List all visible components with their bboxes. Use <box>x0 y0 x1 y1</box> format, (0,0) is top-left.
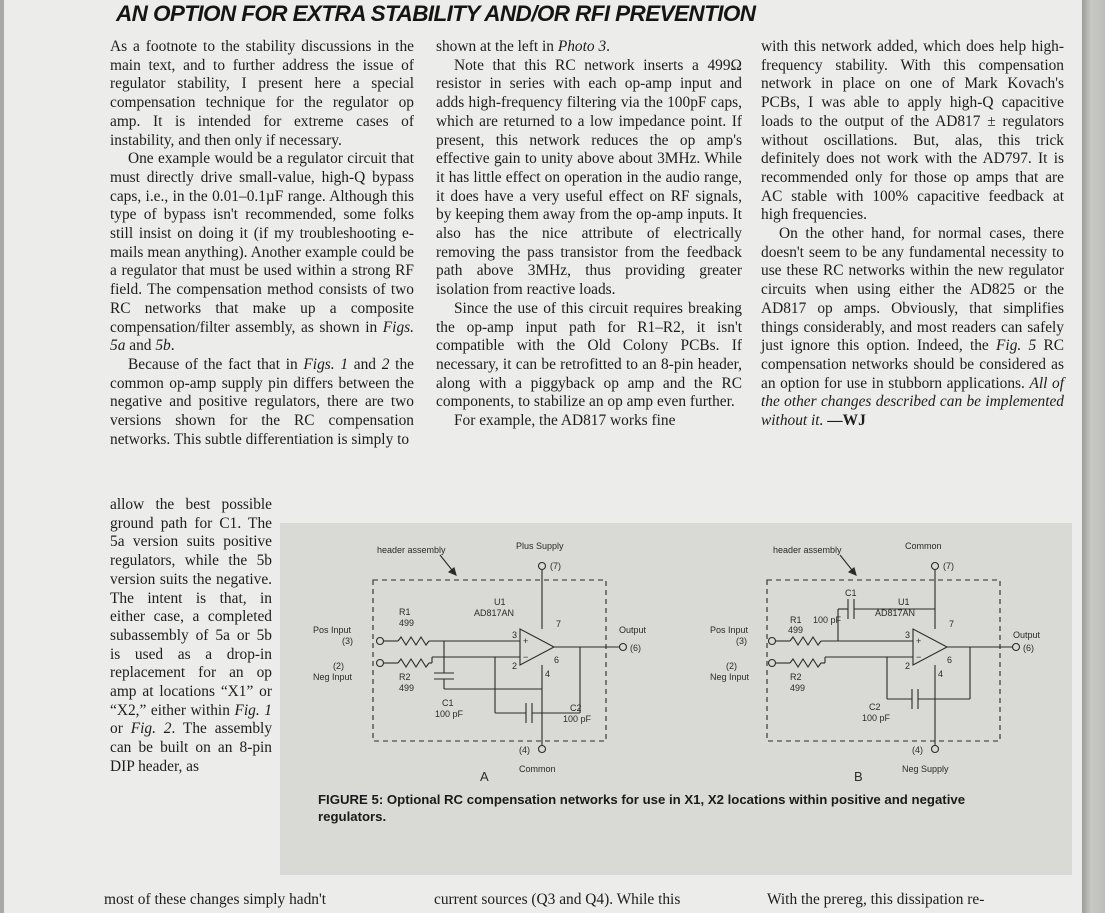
text-column-1-continuation <box>110 496 272 777</box>
neg-input-terminal <box>769 660 776 667</box>
c1-value: 100 pF <box>813 615 842 625</box>
bottom-column-2: current sources (Q3 and Q4). While this <box>434 891 681 908</box>
pin-3-label: 3 <box>512 630 518 640</box>
neg-input-label: Neg Input <box>710 672 750 682</box>
r1-value: 499 <box>788 625 804 635</box>
output-pin-label: (6) <box>1023 643 1034 653</box>
part-label: AD817AN <box>474 608 515 618</box>
paragraph-text: . The assembly can be built on an 8-pin DIP header, as <box>110 720 273 775</box>
text-column-1 <box>110 38 414 449</box>
neg-pin-label: (2) <box>726 661 737 671</box>
supply-pin-terminal <box>932 563 939 570</box>
paragraph-text: and <box>348 355 382 373</box>
paragraph <box>110 496 272 777</box>
common-label: Common <box>519 764 556 774</box>
r1-resistor <box>790 637 821 645</box>
minus-sign: − <box>916 652 922 662</box>
neg-pin-label: (2) <box>333 661 344 671</box>
schematic-b <box>767 555 1020 753</box>
c1-label: C1 <box>442 698 454 708</box>
figure-reference: Fig. 1 <box>234 701 272 719</box>
output-pin-label: (6) <box>630 643 641 653</box>
header-assembly-label: header assembly <box>773 545 842 555</box>
panel-letter-b: B <box>854 769 863 784</box>
paragraph: with this network added, which does help high-frequency stability. With this compensation network in place on one of Mark Kovach's PCBs, I was able to apply high-Q capacitive loads to the output of the AD817 ± regulators without oscillations. But, alas, this trick definitely does not work with the AD797. It is recommended only for those op amps that are AC stable with 100% capacitive feedback at high frequencies. <box>761 38 1064 224</box>
u1-label: U1 <box>898 597 910 607</box>
pin-3-label: 3 <box>905 630 911 640</box>
paragraph-text: allow the best possible ground path for C1. The 5a version suits positive regulators, while the 5b version suits the negative. The intent is that, in either case, a completed subassembly of 5a or 5b is used as a drop-in replacement for an op amp at locations “X1” or “X2,” either within <box>110 496 272 719</box>
r1-label: R1 <box>790 615 802 625</box>
common-pin-terminal <box>539 746 546 753</box>
pin-2-label: 2 <box>905 661 911 671</box>
page-edge-bleed <box>1082 0 1105 913</box>
pin-6-label: 6 <box>554 655 560 665</box>
r1-resistor <box>398 637 429 645</box>
pin-7-label: 7 <box>949 619 955 629</box>
output-pin-terminal <box>620 644 627 651</box>
figure-caption-label: FIGURE 5: <box>318 792 384 807</box>
minus-sign: − <box>523 652 529 662</box>
figure-caption-text: Optional RC compensation networks for use in X1, X2 locations within positive and negative regulators. <box>318 792 966 824</box>
paragraph: As a footnote to the stability discussions in the main text, and to further address the issue of regulator stability, I present here a special compensation technique for the regulator op amp. It is intended for extreme cases of instability, and then only if necessary. <box>110 38 414 149</box>
paragraph-text: RC compensation networks should be considered as an option for use in stubborn applications. <box>761 337 1064 392</box>
paragraph: Since the use of this circuit requires breaking the op-amp input path for R1–R2, it isn't compatible with the Old Colony PCBs. If necessary, it can be retrofitted to an 8-pin header, along with a piggyback op amp and the RC components, to stabilize an op amp even further. <box>436 299 742 411</box>
paragraph-text: One example would be a regulator circuit that must directly drive small-value, high-Q bypass caps, i.e., in the 0.01–0.1µF range. Although this type of bypass isn't recommended, some folks still insist on doing it (if my troubleshooting e-mails mean anything). Another example could be a regulator that must be used within a strong RF field. The compensation method consists of two RC networks that make up a composite compensation/filter assembly, as shown in <box>110 150 414 336</box>
text-column-2 <box>436 38 742 431</box>
supply-pin-label: (7) <box>943 561 954 571</box>
paragraph-text: . <box>606 38 610 55</box>
pos-input-terminal <box>377 638 384 645</box>
paragraph: For example, the AD817 works fine <box>454 412 676 430</box>
plus-sign: + <box>523 636 529 646</box>
c2-label: C2 <box>570 703 582 713</box>
pos-input-label: Pos Input <box>710 625 749 635</box>
c1-value: 100 pF <box>435 709 464 719</box>
c1-label: C1 <box>845 588 857 598</box>
figure-reference: Fig. 5 <box>996 337 1037 355</box>
pin-2-label: 2 <box>512 661 518 671</box>
page-gutter-shadow <box>0 0 4 913</box>
r2-value: 499 <box>790 683 806 693</box>
supply-pin-terminal <box>539 563 546 570</box>
c2-value: 100 pF <box>563 714 592 724</box>
paragraph-text: or <box>110 720 131 738</box>
paragraph-text: and <box>125 337 156 355</box>
paragraph-text: shown at the left in <box>436 38 558 55</box>
pos-input-terminal <box>769 638 776 645</box>
r2-resistor <box>398 659 429 667</box>
figure-reference: 2 <box>381 355 390 373</box>
paragraph <box>761 225 1064 431</box>
bottom-column-3: With the prereg, this dissipation re- <box>767 891 985 908</box>
supply-label: Common <box>905 541 942 551</box>
c2-value: 100 pF <box>862 713 891 723</box>
plus-sign: + <box>916 636 922 646</box>
header-assembly-label: header assembly <box>377 545 446 555</box>
r2-resistor <box>790 659 821 667</box>
r1-value: 499 <box>399 618 415 628</box>
sidebar-headline: AN OPTION FOR EXTRA STABILITY AND/OR RFI PREVENTION <box>116 1 756 26</box>
neg-supply-label: Neg Supply <box>902 764 949 774</box>
arrow-head <box>449 568 456 575</box>
paragraph-text: On the other hand, for normal cases, there doesn't seem to be any fundamental necessity to use these RC networks within the new regulator circuits when using either the AD825 or the AD817 op amps. Obviously, that simplifies things considerably, and most readers can safely just ignore this option. Indeed, the <box>761 225 1064 355</box>
pin-6-label: 6 <box>947 655 953 665</box>
figure-reference: Fig. 2 <box>130 720 172 738</box>
paragraph-text: the common op-amp supply pin differs between the negative and positive regulators, there are two versions shown for the RC compensation networks. This subtle differentiation is simply to <box>110 355 414 448</box>
author-signature: —WJ <box>823 412 866 430</box>
figure-caption <box>318 791 1018 825</box>
figure-reference: Figs. 5a <box>110 318 414 355</box>
schematic-b-labels <box>710 541 1041 784</box>
paragraph <box>110 356 414 450</box>
r1-label: R1 <box>399 607 411 617</box>
r2-label: R2 <box>790 672 802 682</box>
panel-letter-a: A <box>480 769 489 784</box>
emphasized-text: All of the other changes described can be implemented without it. <box>761 374 1064 430</box>
arrow-head <box>849 568 856 575</box>
paragraph: Note that this RC network inserts a 499Ω resistor in series with each op-amp input and adds high-frequency filtering via the 100pF caps, which are returned to a low impedance point. If present, this network reduces the op amp's effective gain to unity above about 3MHz. While it has little effect on operation in the audio range, it does have a very useful effect on RF signals, by keeping them away from the op-amp inputs. It also has the nice attribute of electrically removing the pass transistor from the feedback path above 3MHz, thus providing greater isolation from reactive loads. <box>436 56 742 299</box>
figure-5-panel <box>280 523 1072 875</box>
output-label: Output <box>619 625 647 635</box>
r2-value: 499 <box>399 683 415 693</box>
neg-input-terminal <box>377 660 384 667</box>
pin-7-label: 7 <box>556 619 562 629</box>
r2-label: R2 <box>399 672 411 682</box>
pos-input-label: Pos Input <box>313 625 352 635</box>
paragraph-text: Because of the fact that in <box>128 355 304 373</box>
figure-reference: 5b <box>155 337 171 355</box>
pin-4-label: 4 <box>938 669 944 679</box>
neg-supply-pin-label: (4) <box>912 745 923 755</box>
paragraph <box>110 150 414 356</box>
output-label: Output <box>1013 630 1041 640</box>
pos-pin-label: (3) <box>736 636 747 646</box>
common-pin-label: (4) <box>519 745 530 755</box>
neg-input-label: Neg Input <box>313 672 353 682</box>
text-column-3 <box>761 38 1064 431</box>
paragraph <box>436 38 742 57</box>
u1-label: U1 <box>494 597 506 607</box>
supply-pin-label: (7) <box>550 561 561 571</box>
part-label: AD817AN <box>875 608 916 618</box>
neg-supply-pin-terminal <box>932 746 939 753</box>
c2-label: C2 <box>869 702 881 712</box>
pos-pin-label: (3) <box>342 636 353 646</box>
paragraph-text: . <box>170 337 175 355</box>
schematic-a-labels <box>313 541 647 784</box>
output-pin-terminal <box>1013 644 1020 651</box>
supply-label: Plus Supply <box>516 541 564 551</box>
bottom-column-1: most of these changes simply hadn't <box>104 891 327 908</box>
photo-reference: Photo 3 <box>557 38 607 55</box>
figure-reference: Figs. 1 <box>303 355 349 373</box>
pin-4-label: 4 <box>545 669 551 679</box>
